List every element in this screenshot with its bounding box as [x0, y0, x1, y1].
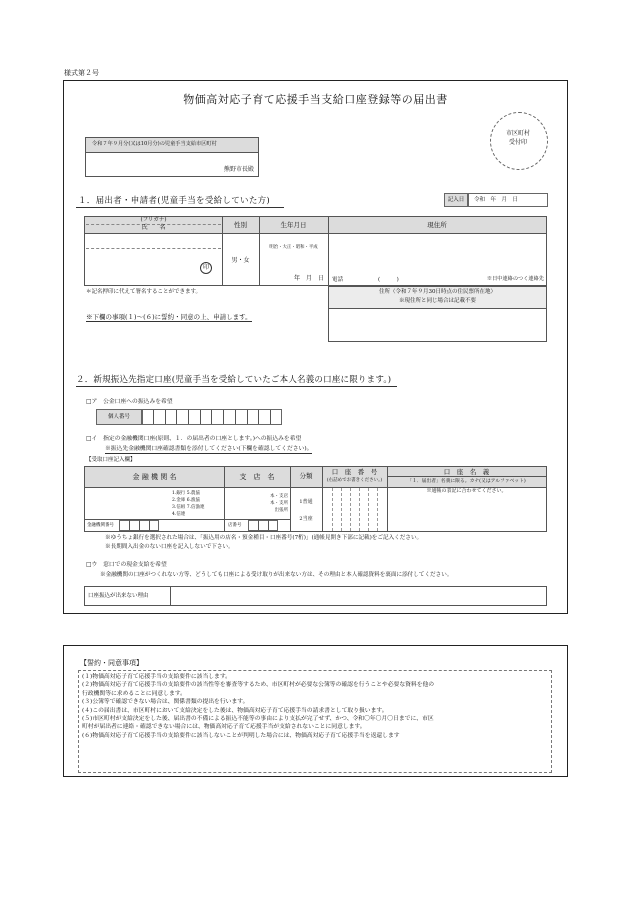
holder-note-2: ※通帳の表記に合わせてください。: [426, 488, 507, 494]
pledge-item-4: (４)この届出書は、市区町村において支給決定をした後は、物価高対応子育て応援手当の請求書として取り扱います。: [82, 707, 388, 714]
reason-input[interactable]: [171, 587, 546, 605]
option-a-public-account[interactable]: □ア 公金口座への振込みを希望: [86, 399, 173, 405]
account-type-current[interactable]: 2当座: [299, 516, 313, 522]
pledge-item-3: (３)公簿等で確認できない場合は、関係書類の提出を行います。: [82, 699, 249, 706]
bank-type-options[interactable]: 1.銀行 5.農協 2.金庫 6.漁協 3.信組 7.信漁連 4.信連: [172, 491, 205, 517]
tel-label: 電話: [332, 277, 344, 283]
resident-address-label: 住所（令和７年９月30日時点の住民票所在地）: [378, 289, 496, 295]
entry-date-value: 令和 年 月 日: [474, 197, 519, 203]
pledge-items: [82, 673, 434, 740]
option-u-cash[interactable]: □ウ 窓口での現金支給を希望: [86, 562, 167, 568]
yucho-note: ※ゆうちょ銀行を選択された場合は、「振込用の店名・預金種目・口座番号(7桁)」(通帳見開き下部に記載)をご記入ください。: [105, 535, 423, 541]
reason-label: 口座振込が出来ない理由: [88, 593, 149, 599]
birth-label: 生年月日: [280, 221, 307, 229]
birth-ymd: 年 月 日: [293, 275, 324, 282]
address-input[interactable]: [329, 234, 546, 272]
birth-era-options[interactable]: 明治・大正・昭和・平成: [269, 245, 318, 250]
addressee-name: 熊野市長殿: [223, 166, 254, 173]
entry-date-label: 記入日: [447, 197, 465, 203]
furigana-label: (フリガナ): [140, 217, 167, 223]
seal-mark: 印: [200, 262, 212, 274]
section2-heading: ２．新規振込先指定口座(児童手当を受給していたご本人名義の口座に限ります。): [76, 376, 397, 387]
furigana-input[interactable]: [86, 234, 221, 248]
col-account-number-note: (右詰めでお書きください。): [326, 478, 383, 483]
pledge-item-5b: 町村が届出者に連絡・確認できない場合には、物価高対応子育て応援手当が支給されないことに同意します。: [82, 724, 366, 731]
col-account-type: 分類: [299, 472, 313, 480]
option-i-bank-account[interactable]: □イ 指定の金融機関口座(原則、１．の届出者の口座とします。)への振込みを希望: [86, 436, 302, 442]
bank-code-label: 金融機関番号: [87, 523, 114, 528]
signature-note: ＊記名押印に代えて署名することができます。: [86, 289, 202, 295]
form-title: 物価高対応子育て応援手当支給口座登録等の届出書: [183, 93, 448, 106]
pledge-item-1: (１)物価高対応子育て応援手当の支給要件に該当します。: [82, 674, 231, 680]
sex-value[interactable]: 男・女: [231, 257, 250, 264]
account-holder-input[interactable]: [388, 497, 546, 531]
branch-code-input[interactable]: [248, 520, 278, 531]
option-u-note: ※金融機関の口座がつくれない方等、どうしても口座による受け取りが出来ない方は、その理由と本人確認資料を裏面に添付してください。: [100, 572, 453, 578]
longterm-note: ※長期間入出金のない口座を記入しないで下さい。: [105, 544, 234, 550]
form-number: 様式第２号: [64, 69, 99, 77]
tel-paren[interactable]: ( ): [378, 277, 399, 283]
section1-heading: １．届出者・申請者(児童手当を受給していた方): [76, 197, 284, 208]
resident-address-input[interactable]: [329, 309, 546, 341]
col-account-number: 口 座 番 号: [331, 468, 378, 476]
branch-type-options[interactable]: 本・支店 本・支所 出張所: [270, 494, 288, 513]
option-i-note: ※振込先金融機関口座確認書類を添付してください(下欄を確認してください)。: [105, 446, 313, 452]
agree-line: ※下欄の事項(１)～(６)に誓約・同意の上、申請します。: [86, 313, 252, 321]
pledge-item-2: (２)物価高対応子育て応援手当の支給要件の該当性等を審査等するため、市区町村が必要な公簿等の確認を行うことや必要な資料を他の: [82, 682, 435, 689]
addressee-header: 令和７年９月分(又は10月分)の児童手当支給市区町村: [92, 141, 217, 147]
account-type-regular[interactable]: 1普通: [299, 499, 313, 505]
name-label: 氏 名: [141, 224, 166, 231]
pledge-item-5: (５)市区町村が支給決定をした後、届出書の不備による振込不能等の事由により支払が完了せず、かつ、令和〇年〇月〇日までに、市区: [82, 716, 434, 723]
pledge-item-6: (６)物価高対応子育て応援手当の支給要件に該当しないことが判明した場合には、物価高対応子育て応援手当を返還します: [82, 732, 400, 739]
bank-entry-header: 【受取口座記入欄】: [86, 457, 136, 463]
pledge-item-2b: 行政機関等に求めることに同意します。: [82, 690, 186, 697]
col-branch-name: 支 店 名: [239, 473, 275, 481]
holder-note-1: 「１．届出者」名義に限る。カナ(又はアルファベット): [407, 479, 526, 484]
bank-name-input[interactable]: [86, 488, 170, 518]
stamp-label-line2: 受付印: [508, 139, 527, 146]
col-bank-name: 金 融 機 関 名: [132, 473, 177, 481]
sex-label: 性別: [234, 221, 247, 229]
resident-address-note: ※現住所と同じ場合は記載不要: [398, 298, 476, 304]
pledge-heading: 【誓約・同意事項】: [80, 659, 143, 667]
tel-note: ※日中連絡のつく連絡先: [486, 276, 544, 282]
col-account-holder: 口 座 名 義: [443, 468, 490, 476]
mynumber-label: 個人番号: [107, 414, 130, 420]
stamp-label-line1: 市区町村: [505, 130, 530, 137]
address-label: 現住所: [427, 221, 447, 229]
mynumber-input[interactable]: [142, 409, 282, 425]
branch-code-label: 店番号: [228, 523, 242, 528]
